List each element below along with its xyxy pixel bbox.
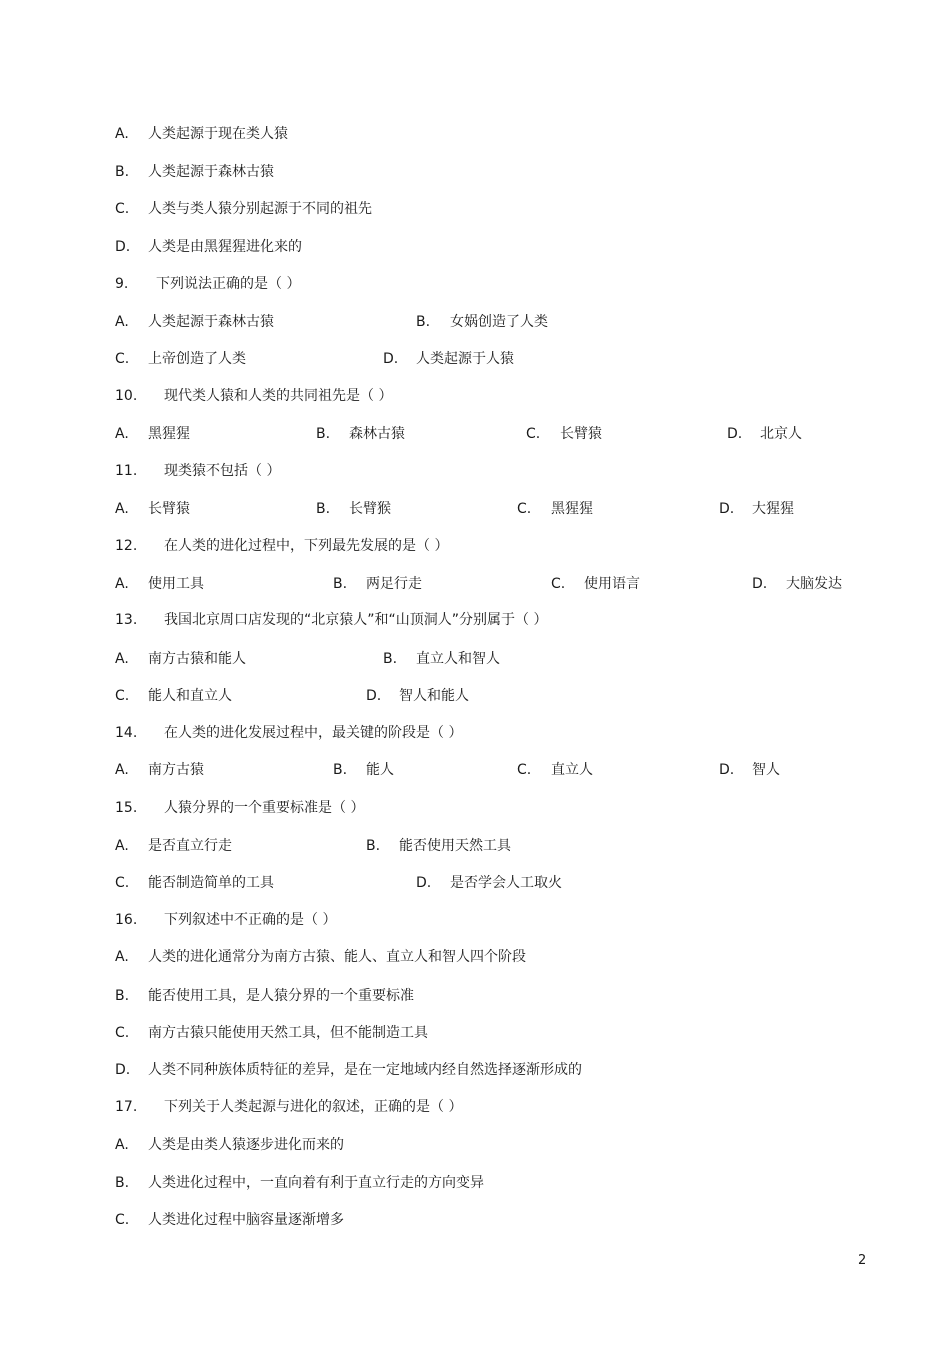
option-label: D. — [366, 688, 382, 704]
option-label: B. — [383, 651, 398, 667]
option-line — [0, 124, 950, 144]
option-label: A. — [115, 762, 129, 778]
option-label: C. — [115, 351, 130, 367]
question-line — [0, 610, 950, 630]
option-label: C. — [115, 1025, 130, 1041]
option-line — [0, 1210, 950, 1230]
option-text: 人类起源于人猿 — [416, 351, 514, 367]
question-text: 人猿分界的一个重要标准是（ ） — [164, 800, 365, 816]
option-label: B. — [316, 501, 331, 517]
question-text: 下列关于人类起源与进化的叙述，正确的是（ ） — [164, 1099, 463, 1115]
option-text: 北京人 — [760, 426, 802, 442]
option-line — [0, 199, 950, 219]
option-label: B. — [115, 164, 130, 180]
option-text: 使用工具 — [148, 576, 204, 592]
option-text: 南方古猿只能使用天然工具，但不能制造工具 — [148, 1025, 428, 1041]
question-line — [0, 274, 950, 294]
option-text: 女娲创造了人类 — [450, 314, 548, 330]
option-line — [0, 312, 950, 332]
option-text: 是否学会人工取火 — [450, 875, 562, 891]
option-label: B. — [333, 762, 348, 778]
option-text: 直立人和智人 — [416, 651, 500, 667]
option-line — [0, 1173, 950, 1193]
option-label: D. — [719, 762, 735, 778]
option-text: 上帝创造了人类 — [148, 351, 246, 367]
option-text: 两足行走 — [366, 576, 422, 592]
option-label: D. — [115, 1062, 131, 1078]
question-line — [0, 910, 950, 930]
option-line — [0, 1023, 950, 1043]
option-text: 智人和能人 — [399, 688, 469, 704]
option-label: C. — [115, 201, 130, 217]
option-line — [0, 1060, 950, 1080]
option-text: 人类的进化通常分为南方古猿、能人、直立人和智人四个阶段 — [148, 949, 526, 965]
option-text: 智人 — [752, 762, 780, 778]
option-label: A. — [115, 651, 129, 667]
option-text: 人类是由黑猩猩进化来的 — [148, 239, 302, 255]
question-line — [0, 536, 950, 556]
question-line — [0, 723, 950, 743]
option-line — [0, 873, 950, 893]
question-text: 在人类的进化过程中，下列最先发展的是（ ） — [164, 538, 449, 554]
option-text: 黑猩猩 — [551, 501, 593, 517]
option-line — [0, 947, 950, 967]
option-line — [0, 686, 950, 706]
option-text: 长臂猴 — [349, 501, 391, 517]
option-line — [0, 237, 950, 257]
option-text: 能否使用工具，是人猿分界的一个重要标准 — [148, 988, 414, 1004]
question-line — [0, 798, 950, 818]
option-label: C. — [551, 576, 566, 592]
question-number: 15. — [115, 800, 138, 816]
option-text: 人类进化过程中脑容量逐渐增多 — [148, 1212, 344, 1228]
option-label: A. — [115, 126, 129, 142]
option-label: B. — [316, 426, 331, 442]
option-text: 是否直立行走 — [148, 838, 232, 854]
option-label: D. — [752, 576, 768, 592]
question-text: 下列叙述中不正确的是（ ） — [164, 912, 337, 928]
question-text: 现代类人猿和人类的共同祖先是（ ） — [164, 388, 393, 404]
option-text: 能否制造简单的工具 — [148, 875, 274, 891]
question-number: 12. — [115, 538, 138, 554]
option-text: 长臂猿 — [148, 501, 190, 517]
question-number: 14. — [115, 725, 138, 741]
option-label: A. — [115, 949, 129, 965]
option-text: 人类是由类人猿逐步进化而来的 — [148, 1137, 344, 1153]
option-label: D. — [727, 426, 743, 442]
option-label: D. — [115, 239, 131, 255]
question-text: 下列说法正确的是（ ） — [156, 276, 301, 292]
option-label: A. — [115, 501, 129, 517]
option-line — [0, 649, 950, 669]
option-line — [0, 836, 950, 856]
option-label: B. — [115, 988, 130, 1004]
option-line — [0, 760, 950, 780]
question-text: 现类猿不包括（ ） — [164, 463, 281, 479]
question-text: 在人类的进化发展过程中，最关键的阶段是（ ） — [164, 725, 463, 741]
option-label: B. — [366, 838, 381, 854]
question-number: 9. — [115, 276, 129, 292]
option-label: D. — [719, 501, 735, 517]
question-number: 17. — [115, 1099, 138, 1115]
option-line — [0, 499, 950, 519]
option-text: 人类进化过程中，一直向着有利于直立行走的方向变异 — [148, 1175, 484, 1191]
question-line — [0, 1097, 950, 1117]
option-label: D. — [416, 875, 432, 891]
option-text: 大脑发达 — [786, 576, 842, 592]
option-text: 人类起源于森林古猿 — [148, 314, 274, 330]
option-line — [0, 162, 950, 182]
question-number: 16. — [115, 912, 138, 928]
option-text: 直立人 — [551, 762, 593, 778]
option-label: C. — [115, 688, 130, 704]
option-text: 南方古猿和能人 — [148, 651, 246, 667]
option-label: A. — [115, 426, 129, 442]
question-number: 11. — [115, 463, 138, 479]
option-text: 人类起源于现在类人猿 — [148, 126, 288, 142]
option-label: C. — [517, 762, 532, 778]
option-text: 人类不同种族体质特征的差异，是在一定地域内经自然选择逐渐形成的 — [148, 1062, 582, 1078]
option-text: 长臂猿 — [560, 426, 602, 442]
option-text: 使用语言 — [584, 576, 640, 592]
option-label: A. — [115, 576, 129, 592]
option-label: A. — [115, 314, 129, 330]
option-label: B. — [115, 1175, 130, 1191]
option-text: 人类与类人猿分别起源于不同的祖先 — [148, 201, 372, 217]
option-text: 森林古猿 — [349, 426, 405, 442]
option-text: 能否使用天然工具 — [399, 838, 511, 854]
question-number: 13. — [115, 612, 138, 628]
option-text: 大猩猩 — [752, 501, 794, 517]
option-label: D. — [383, 351, 399, 367]
option-label: A. — [115, 838, 129, 854]
option-label: C. — [526, 426, 541, 442]
question-number: 10. — [115, 388, 138, 404]
option-line — [0, 1135, 950, 1155]
question-line — [0, 386, 950, 406]
option-label: C. — [517, 501, 532, 517]
option-label: C. — [115, 1212, 130, 1228]
option-label: C. — [115, 875, 130, 891]
option-label: B. — [333, 576, 348, 592]
question-line — [0, 461, 950, 481]
option-line — [0, 424, 950, 444]
option-text: 能人和直立人 — [148, 688, 232, 704]
option-line — [0, 986, 950, 1006]
option-text: 黑猩猩 — [148, 426, 190, 442]
option-label: B. — [416, 314, 431, 330]
option-text: 能人 — [366, 762, 394, 778]
option-text: 人类起源于森林古猿 — [148, 164, 274, 180]
option-text: 南方古猿 — [148, 762, 204, 778]
option-line — [0, 574, 950, 594]
option-label: A. — [115, 1137, 129, 1153]
page-number: 2 — [858, 1253, 867, 1268]
option-line — [0, 349, 950, 369]
question-text: 我国北京周口店发现的“北京猿人”和“山顶洞人”分别属于（ ） — [164, 612, 548, 628]
